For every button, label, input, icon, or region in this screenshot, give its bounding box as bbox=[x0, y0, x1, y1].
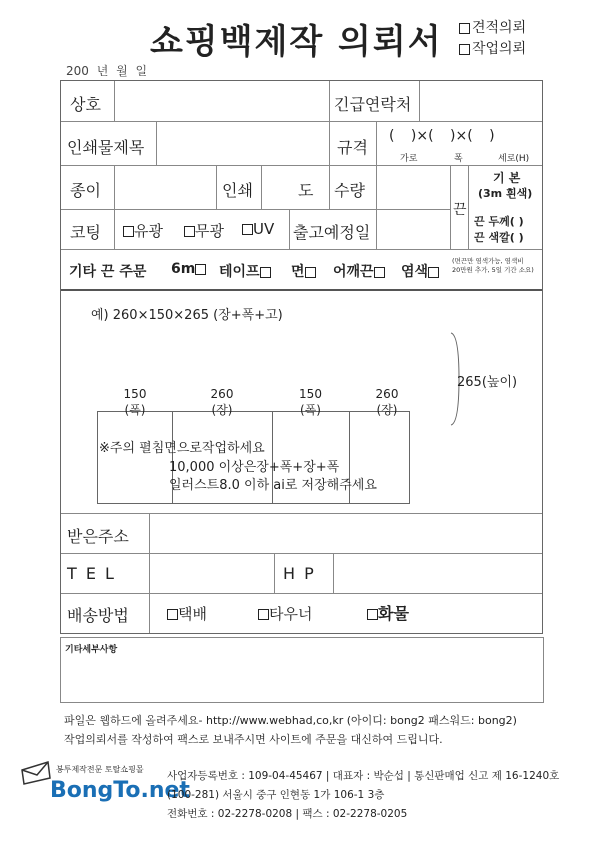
print-title-label: 인쇄물제목 bbox=[67, 138, 145, 157]
coating-label: 코팅 bbox=[70, 223, 101, 242]
request-option-work[interactable]: 작업의뢰 bbox=[459, 38, 526, 58]
contact-info: 전화번호 : 02-2278-0208 | 팩스 : 02-2278-0205 bbox=[167, 808, 408, 820]
string-thickness[interactable]: 끈 두께( ) bbox=[474, 215, 524, 228]
size-depth-label: 폭 bbox=[454, 154, 463, 164]
emergency-contact-field[interactable] bbox=[421, 83, 539, 119]
dye-note: (면끈만 염색가능, 염색비 20만원 추가, 5일 기간 소요) bbox=[452, 257, 534, 274]
delivery-parcel-checkbox[interactable] bbox=[167, 609, 178, 620]
string-order-label: 기타 끈 주문 bbox=[69, 264, 147, 280]
height-label: 265(높이) bbox=[457, 375, 518, 390]
paper-field[interactable] bbox=[116, 167, 214, 207]
size-width-label: 가로 bbox=[400, 154, 418, 164]
size-height-label: 세로(H) bbox=[498, 154, 530, 164]
coating-matte[interactable]: 무광 bbox=[184, 220, 224, 241]
example-text: 예) 260×150×265 (장+폭+고) bbox=[91, 308, 283, 323]
string-order-6m[interactable]: 6m bbox=[171, 261, 206, 277]
string-order-tape[interactable]: 테이프 bbox=[219, 261, 271, 281]
company-address: (100-281) 서울시 중구 인현동 1가 106-1 3층 bbox=[167, 789, 385, 801]
company-label: 상호 bbox=[70, 95, 101, 114]
strip-panel-1: 150 (폭) bbox=[123, 387, 147, 417]
string-6m-checkbox[interactable] bbox=[195, 264, 206, 275]
envelope-icon bbox=[20, 760, 54, 786]
work-checkbox[interactable] bbox=[459, 44, 470, 55]
coating-matte-checkbox[interactable] bbox=[184, 226, 195, 237]
coating-gloss-checkbox[interactable] bbox=[123, 226, 134, 237]
request-option-estimate[interactable]: 견적의뢰 bbox=[459, 17, 526, 37]
note-line-3: 일러스트8.0 이하 ai로 저장해주세요 bbox=[169, 478, 377, 493]
string-order-shoulder[interactable]: 어깨끈 bbox=[333, 261, 385, 281]
string-cotton-checkbox[interactable] bbox=[305, 267, 316, 278]
fax-line: 작업의뢰서를 작성하여 팩스로 보내주시면 사이트에 주문을 대신하여 드립니다. bbox=[64, 733, 443, 746]
estimate-checkbox[interactable] bbox=[459, 23, 470, 34]
string-color[interactable]: 끈 색깔( ) bbox=[474, 231, 524, 244]
ship-date-field[interactable] bbox=[378, 211, 448, 247]
tel-field[interactable] bbox=[151, 555, 272, 591]
delivery-towner[interactable]: 타우너 bbox=[258, 603, 312, 624]
emergency-contact-label: 긴급연락처 bbox=[334, 95, 412, 114]
brand-tagline: 봉투제작전문 토탈쇼핑몰 bbox=[56, 765, 144, 774]
size-label: 규격 bbox=[337, 138, 368, 157]
company-field[interactable] bbox=[116, 83, 327, 119]
strip-panel-2: 260 (장) bbox=[210, 387, 234, 417]
address-field[interactable] bbox=[151, 515, 540, 551]
hp-label: H P bbox=[283, 564, 316, 583]
page-title: 쇼핑백제작 의뢰서 bbox=[150, 22, 443, 62]
note-line-2: 10,000 이상은장+폭+장+폭 bbox=[169, 460, 340, 475]
tel-label: T E L bbox=[67, 564, 116, 583]
string-order-dye[interactable]: 염색 bbox=[401, 261, 439, 281]
string-label: 끈 bbox=[453, 202, 467, 218]
string-dye-checkbox[interactable] bbox=[428, 267, 439, 278]
upload-line: 파일은 웹하드에 올려주세요- http://www.webhad,co,kr (아이디: bong2 패스워드: bong2) bbox=[64, 714, 517, 727]
date-line: 200 년 월 일 bbox=[66, 64, 148, 78]
string-default-line1: 기 본 bbox=[493, 171, 521, 185]
string-order-cotton[interactable]: 면 bbox=[291, 261, 316, 281]
brand-logo bbox=[20, 760, 190, 810]
delivery-freight-checkbox[interactable] bbox=[367, 609, 378, 620]
order-form bbox=[60, 80, 543, 634]
address-label: 받은주소 bbox=[67, 527, 129, 546]
print-title-field[interactable] bbox=[158, 123, 327, 163]
biz-info: 사업자등록번호 : 109-04-45467 | 대표자 : 박순섭 | 통신판매업 신고 제 16-1240호 bbox=[167, 770, 560, 782]
hp-field[interactable] bbox=[335, 555, 540, 591]
delivery-towner-checkbox[interactable] bbox=[258, 609, 269, 620]
string-tape-checkbox[interactable] bbox=[260, 267, 271, 278]
brand-name: BongTo.net bbox=[50, 778, 190, 803]
delivery-label: 배송방법 bbox=[67, 606, 129, 625]
strip-panel-4: 260 (장) bbox=[375, 387, 399, 417]
coating-gloss[interactable]: 유광 bbox=[123, 220, 163, 241]
size-value[interactable]: ( )×( )×( ) bbox=[389, 128, 495, 144]
coating-uv[interactable]: UV bbox=[242, 220, 274, 238]
strip-panel-3: 150 (폭) bbox=[299, 387, 322, 417]
quantity-field[interactable] bbox=[378, 167, 448, 207]
paper-label: 종이 bbox=[70, 181, 101, 200]
string-shoulder-checkbox[interactable] bbox=[374, 267, 385, 278]
note-line-1: ※주의 펼침면으로작업하세요 bbox=[99, 441, 265, 456]
print-label: 인쇄 bbox=[222, 181, 253, 200]
memo-label: 기타세부사항 bbox=[65, 645, 118, 655]
string-default-line2: (3m 흰색) bbox=[478, 187, 533, 200]
coating-uv-checkbox[interactable] bbox=[242, 224, 253, 235]
memo-box[interactable] bbox=[60, 637, 544, 703]
quantity-label: 수량 bbox=[334, 181, 365, 200]
delivery-freight[interactable]: 화물 bbox=[367, 601, 409, 624]
print-unit: 도 bbox=[298, 181, 314, 200]
delivery-parcel[interactable]: 택배 bbox=[167, 603, 207, 624]
ship-date-label: 출고예정일 bbox=[293, 223, 371, 242]
